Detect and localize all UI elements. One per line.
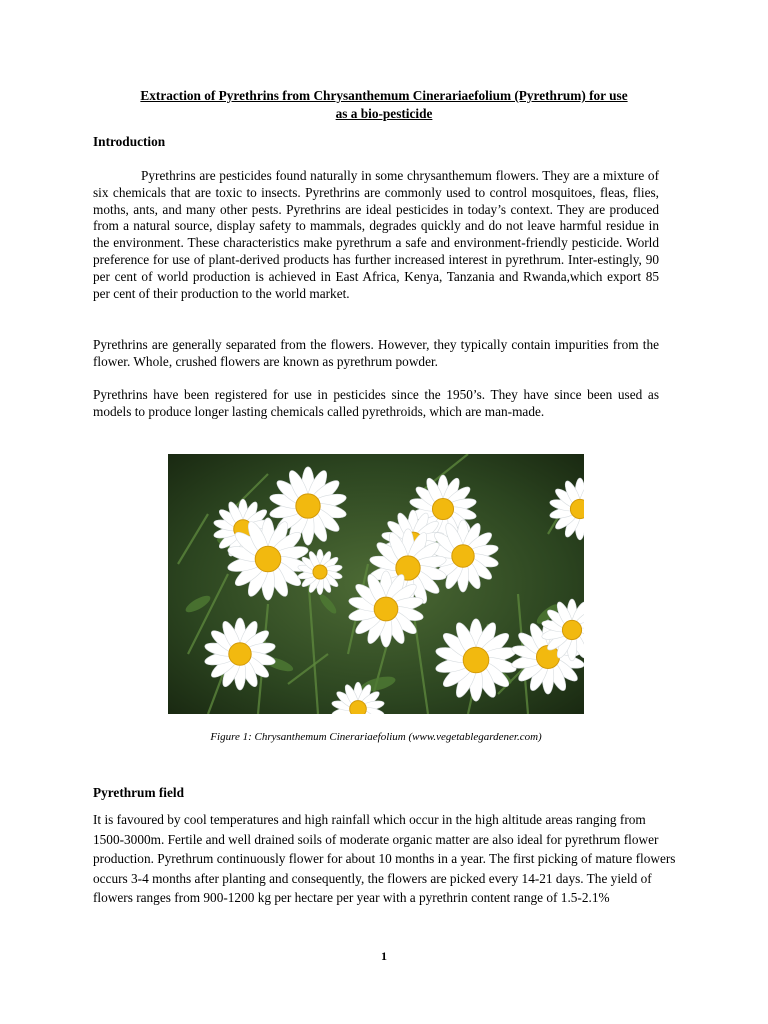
title-line-2: as a bio-pesticide [335,106,433,121]
intro-paragraph-2: Pyrethrins are generally separated from the flowers. However, they typically contain impurities from the flower. Whole, crushed flowers are known as pyrethrum powder. [93,337,659,369]
flower-center [296,494,320,518]
pyrethrum-field-heading: Pyrethrum field [93,785,184,800]
flower-center [350,701,367,714]
flower-center [229,643,251,665]
flower-center [452,545,474,567]
flower-center [432,498,453,519]
flower-center [313,565,327,579]
intro-paragraph-1: Pyrethrins are pesticides found naturally in some chrysanthemum flowers. They are a mixture of six chemicals that are toxic to insects. Pyrethrins are commonly used to control mosquitoes, fleas, flies, moths, ants, and many other pests. Pyrethrins are ideal pesticides in today’s context. They are produced from a natural source, display safety to mammals, degrades quickly and do not leave harmful residue in the environment. These characteristics make pyrethrum a safe and environment-friendly pesticide. World preference for use of plant-derived products has further increased interest in pyrethrum. Inter-estingly, 90 per cent of world production is achieved in East Africa, Kenya, Tanzania and Rwanda,which export 85 per cent of their production to the world market. [93,168,659,301]
figure-caption: Figure 1: Chrysanthemum Cinerariaefolium (www.vegetablegardener.com) [210,731,542,743]
flower-center [374,597,398,621]
document-title [93,87,675,123]
flower-center [463,647,489,673]
page-number: 1 [381,949,387,963]
field-paragraph: It is favoured by cool temperatures and high rainfall which occur in the high altitude areas ranging from 1500-3000m. Fertile and well drained soils of moderate organic matter are also ideal for pyrethrum flower production. Pyrethrum continuously flower for about 10 months in a year. The first picking of mature flowers occurs 3-4 months after planting and consequently, the flowers are picked every 14-21 days. The yield of flowers ranges from 900-1200 kg per hectare per year with a pyrethrin content range of 1.5-2.1% [93,812,676,906]
chrysanthemum-photo [168,454,584,714]
flower-center [255,546,281,572]
flower-center [562,620,581,639]
intro-paragraph-3: Pyrethrins have been registered for use in pesticides since the 1950’s. They have since been used as models to produce longer lasting chemicals called pyrethroids, which are man-made. [93,387,659,419]
introduction-heading: Introduction [93,134,166,149]
title-line-1: Extraction of Pyrethrins from Chrysanthemum Cinerariaefolium (Pyrethrum) for use [140,88,628,103]
